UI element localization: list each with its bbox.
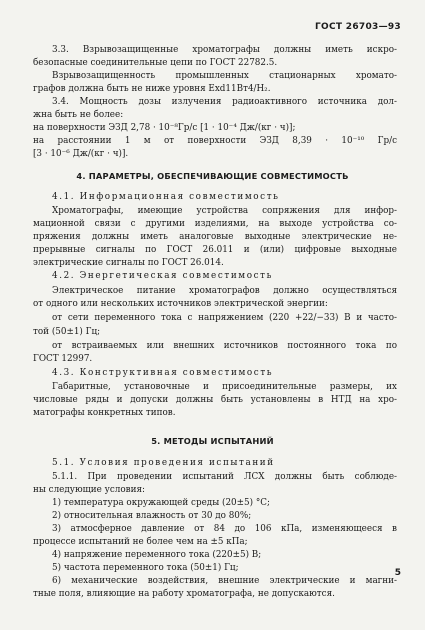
list-item: 6) механические воздействия, внешние электрические и магни- — [52, 576, 397, 586]
text-line: безопасные соединительные цепи по ГОСТ 22782.5. — [33, 58, 278, 68]
text-line: той (50±1) Гц; — [33, 327, 101, 337]
list-item: 5) частота переменного тока (50±1) Гц; — [52, 563, 239, 573]
text-line: [3 · 10⁻⁶ Дж/(кг · ч)]. — [33, 149, 129, 159]
subsection-heading: 5.1. Условия проведения испытаний — [52, 458, 275, 468]
subsection-heading: 4.2. Энергетическая совместимость — [52, 271, 273, 281]
text-line: тные поля, влияющие на работу хроматографа, не допускаются. — [33, 589, 335, 599]
text-line: пряжения должны иметь аналоговые выходные электрические не- — [33, 232, 397, 242]
list-item: 3) атмосферное давление от 84 до 106 кПа, изменяющееся в — [52, 524, 397, 534]
subsection-heading: 4.1. Информационная совместимость — [52, 192, 280, 202]
text-line: 5.1.1. При проведении испытаний ЛСХ должны быть соблюде- — [52, 472, 397, 482]
text-line: прерывные сигналы по ГОСТ 26.011 и (или) цифровые выходные — [33, 245, 397, 255]
text-line: графов должна быть не ниже уровня Exd11Bт4/H₂. — [33, 84, 271, 94]
text-line: на поверхности ЭЗД 2,78 · 10⁻⁸Гр/с [1 · 10⁻⁴ Дж/(кг · ч)]; — [33, 123, 296, 133]
text-line: 3.4. Мощность дозы излучения радиоактивного источника дол- — [52, 97, 397, 107]
document-code: ГОСТ 26703—93 — [315, 22, 401, 32]
text-line: от встраиваемых или внешних источников постоянного тока по — [52, 341, 397, 351]
list-item: 2) относительная влажность от 30 до 80%; — [52, 511, 252, 521]
page-number: 5 — [394, 568, 401, 578]
text-line: матографы конкретных типов. — [33, 408, 176, 418]
text-line: числовые ряды и допуски должны быть установлены в НТД на хро- — [33, 395, 397, 405]
text-line: процессе испытаний не более чем на ±5 кПа; — [33, 537, 248, 547]
list-item: 1) температура окружающей среды (20±5) °С; — [52, 498, 270, 508]
text-line: Хроматографы, имеющие устройства сопряжения для инфор- — [52, 206, 397, 216]
text-line: Взрывозащищенность промышленных стационарных хромато- — [52, 71, 397, 81]
list-item: 4) напряжение переменного тока (220±5) В; — [52, 550, 262, 560]
text-line: 3.3. Взрывозащищенные хроматографы должны иметь искро- — [52, 45, 397, 55]
subsection-heading: 4.3. Конструктивная совместимость — [52, 368, 274, 378]
text-line: ГОСТ 12997. — [33, 354, 93, 364]
text-line: Электрическое питание хроматографов должно осуществляться — [52, 286, 397, 296]
text-line: Габаритные, установочные и присоединительные размеры, их — [52, 382, 397, 392]
text-line: на расстоянии 1 м от поверхности ЭЗД 8,39 · 10⁻¹⁰ Гр/с — [33, 136, 397, 146]
text-line: электрические сигналы по ГОСТ 26.014. — [33, 258, 224, 268]
text-line: мационной связи с другими изделиями, на выходе устройства со- — [33, 219, 397, 229]
text-line: от одного или нескольких источников электрической энергии: — [33, 299, 328, 309]
text-line: от сети переменного тока с напряжением (220 +22/−33) В и часто- — [52, 313, 397, 323]
section-heading: 4. ПАРАМЕТРЫ, ОБЕСПЕЧИВАЮЩИЕ СОВМЕСТИМОСТЬ — [76, 171, 349, 181]
text-line: жна быть не более: — [33, 110, 124, 120]
section-heading: 5. МЕТОДЫ ИСПЫТАНИЙ — [151, 436, 274, 446]
text-line: ны следующие условия: — [33, 485, 145, 495]
